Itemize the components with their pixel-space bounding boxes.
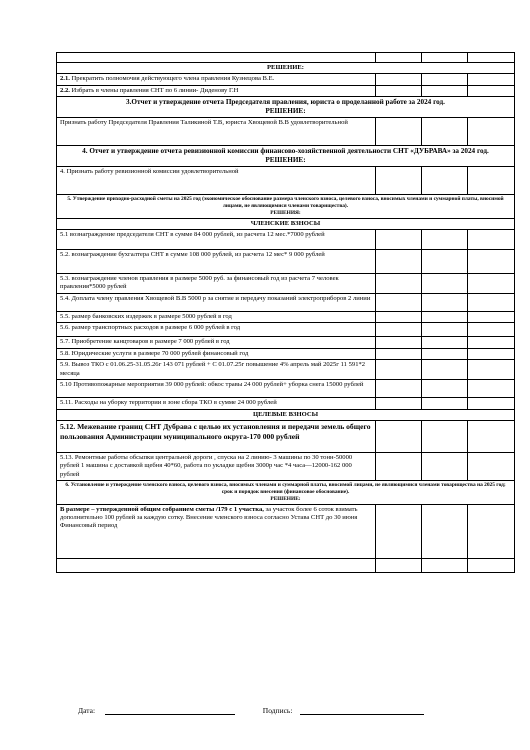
signature-field[interactable] (300, 706, 424, 715)
vote-for-cell[interactable] (376, 274, 422, 294)
vote-for-cell[interactable] (376, 380, 422, 398)
vote-for-cell[interactable] (376, 230, 422, 250)
section-header-row (57, 481, 515, 504)
item-text: Признать работу Председателя Правления Таликиной Т.В, юриста Хвощевой В.В удовлетворительной (60, 119, 348, 127)
ballot-item-text (57, 74, 376, 85)
ballot-item-text (57, 323, 376, 337)
vote-against-cell[interactable] (422, 53, 468, 63)
vote-for-cell[interactable] (376, 294, 422, 312)
vote-for-cell[interactable] (376, 504, 422, 558)
ballot-item-row (57, 380, 515, 398)
ballot-item-row (57, 250, 515, 274)
item-text: 5.9. Вывоз ТКО с 01.06.25-31.05.26г 143 071 рублей + С 01.07.25г повышение 4% апрель май 2025г 11 591*2 месяца (60, 361, 366, 377)
item-text: 5.6. размер транспортных расходов в размере 6 000 рублей в год (60, 324, 241, 332)
ballot-item-text (57, 250, 376, 274)
ballot-item-row (57, 421, 515, 453)
ballot-sheet (56, 52, 514, 573)
section-header-line: ЧЛЕНСКИЕ ВЗНОСЫ (250, 219, 321, 227)
blank-cell (57, 53, 376, 63)
ballot-item-text (57, 453, 376, 481)
blank-row (57, 558, 515, 572)
vote-against-cell[interactable] (422, 312, 468, 323)
vote-abstain-cell[interactable] (468, 294, 515, 312)
vote-against-cell[interactable] (422, 85, 468, 96)
section-header (57, 146, 515, 167)
vote-against-cell[interactable] (422, 504, 468, 558)
item-text: 5.3. вознаграждение членов правления в размере 5000 руб. за финансовый год из расчета 7 человек правления*5000 рублей (60, 275, 339, 291)
blank-row (57, 53, 515, 63)
ballot-item-row (57, 74, 515, 85)
section-header-row (57, 409, 515, 420)
ballot-item-text (57, 504, 376, 558)
vote-abstain-cell[interactable] (468, 53, 515, 63)
vote-against-cell[interactable] (422, 167, 468, 195)
vote-against-cell[interactable] (422, 360, 468, 380)
section-header (57, 218, 515, 229)
item-text: 5.4. Доплата члену правления Хвощевой В.В 5000 р за снятие и передачу показаний электроприборов 2 линии (60, 295, 371, 303)
item-lead: 2.2. (60, 86, 70, 94)
vote-for-cell[interactable] (376, 360, 422, 380)
vote-abstain-cell[interactable] (468, 398, 515, 409)
vote-abstain-cell[interactable] (468, 312, 515, 323)
vote-for-cell[interactable] (376, 118, 422, 146)
ballot-item-row (57, 294, 515, 312)
ballot-item-text (57, 85, 376, 96)
ballot-item-text (57, 118, 376, 146)
ballot-item-row (57, 230, 515, 250)
item-text: Избрать в члены правления СНТ по 6 линии- Диденову Г.Н (69, 86, 239, 94)
item-text: 5.13. Ремонтные работы обсыпки центральной дороги , спуска на 2 линию- 3 машины по 30 тонн-50000 рублей 1 машина с доставкой щебня 40*60, работа по укладке щебня 3000р час *4 часа—12000-162 000 рублей (60, 454, 353, 478)
vote-for-cell[interactable] (376, 53, 422, 63)
ballot-item-row (57, 85, 515, 96)
vote-for-cell[interactable] (376, 323, 422, 337)
vote-abstain-cell[interactable] (468, 250, 515, 274)
vote-against-cell[interactable] (422, 230, 468, 250)
item-lead: В размере – утвержденной общим собранием сметы /179 с 1 участка, (60, 505, 264, 513)
section-header (57, 481, 515, 504)
item-text: 5.10 Противопожарные мероприятия 39 000 рублей: обкос травы 24 000 рублей+ уборка снега 15000 рублей (60, 381, 364, 389)
vote-against-cell[interactable] (422, 348, 468, 359)
section-header-row (57, 195, 515, 218)
section-header-line: РЕШЕНИЕ: (270, 495, 301, 502)
ballot-item-text (57, 398, 376, 409)
ballot-item-row (57, 323, 515, 337)
ballot-item-text (57, 348, 376, 359)
date-field[interactable] (105, 706, 235, 715)
section-header-row (57, 218, 515, 229)
vote-against-cell[interactable] (422, 294, 468, 312)
section-header-line: 4. Отчет и утверждение отчета ревизионной комиссии финансово-хозяйственной деятельности СНТ «ДУБРАВА» за 2024 год. (82, 147, 489, 156)
ballot-item-row (57, 504, 515, 558)
section-header-line: ЦЕЛЕВЫЕ ВЗНОСЫ (252, 410, 319, 418)
vote-against-cell[interactable] (422, 398, 468, 409)
vote-for-cell[interactable] (376, 250, 422, 274)
ballot-item-row (57, 398, 515, 409)
section-header-row (57, 63, 515, 74)
vote-abstain-cell[interactable] (468, 380, 515, 398)
vote-against-cell[interactable] (422, 421, 468, 453)
vote-abstain-cell[interactable] (468, 167, 515, 195)
vote-abstain-cell[interactable] (468, 360, 515, 380)
date-label: Дата: (78, 706, 96, 715)
ballot-item-row (57, 167, 515, 195)
ballot-table (56, 52, 515, 573)
vote-for-cell[interactable] (376, 74, 422, 85)
vote-against-cell[interactable] (422, 453, 468, 481)
section-header-line: 5. Утверждение приходно-расходной сметы на 2025 год (экономическое обоснование размера членского взноса, целевого взноса, вносимых членами и суммарной платы, вносимой лицами, не являющимися членами товарищества). (67, 196, 504, 210)
ballot-item-text (57, 167, 376, 195)
ballot-item-text (57, 380, 376, 398)
vote-abstain-cell[interactable] (468, 74, 515, 85)
ballot-item-text (57, 294, 376, 312)
vote-against-cell[interactable] (422, 274, 468, 294)
item-text: 4. Признать работу ревизионной комиссии удовлетворительной (60, 168, 239, 176)
ballot-item-row (57, 274, 515, 294)
section-header-line: РЕШЕНИЕ: (267, 64, 304, 71)
ballot-item-text (57, 274, 376, 294)
signature-footer (78, 706, 424, 715)
vote-against-cell[interactable] (422, 323, 468, 337)
item-text: 5.1 вознаграждение председателя СНТ в сумме 84 000 рублей, из расчета 12 мес.*7000 рублей (60, 231, 325, 239)
vote-abstain-cell[interactable] (468, 504, 515, 558)
vote-against-cell[interactable] (422, 380, 468, 398)
section-header (57, 63, 515, 74)
section-header-row (57, 97, 515, 118)
vote-abstain-cell[interactable] (468, 453, 515, 481)
item-text: Прекратить полномочия действующего члена правления Кузнецова В.Е. (69, 75, 275, 83)
section-header (57, 409, 515, 420)
vote-abstain-cell[interactable] (468, 323, 515, 337)
vote-for-cell[interactable] (376, 398, 422, 409)
vote-against-cell[interactable] (422, 558, 468, 572)
vote-for-cell[interactable] (376, 453, 422, 481)
ballot-item-row (57, 360, 515, 380)
ballot-item-row (57, 118, 515, 146)
section-header-line: РЕШЕНИЯ: (270, 209, 301, 216)
section-header-row (57, 146, 515, 167)
vote-abstain-cell[interactable] (468, 558, 515, 572)
vote-for-cell[interactable] (376, 85, 422, 96)
vote-for-cell[interactable] (376, 348, 422, 359)
vote-for-cell[interactable] (376, 421, 422, 453)
vote-abstain-cell[interactable] (468, 85, 515, 96)
item-text: 5.7. Приобретение канцтоваров в размере 7 000 рублей в год (60, 338, 230, 346)
ballot-item-row (57, 453, 515, 481)
item-text: 5.11. Расходы на уборку территории в зоне сбора ТКО в сумме 24 000 рублей (60, 399, 277, 407)
section-header (57, 195, 515, 218)
ballot-item-row (57, 337, 515, 348)
item-lead: 2.1. (60, 75, 70, 83)
item-text: 5.2. вознаграждение бухгалтера СНТ в сумме 108 000 рублей, из расчета 12 мес* 9 000 рублей (60, 251, 325, 259)
blank-cell (57, 558, 376, 572)
ballot-item-row (57, 348, 515, 359)
ballot-item-text (57, 337, 376, 348)
item-text: 5.5. размер банковских издержек в размере 5000 рублей в год (60, 313, 232, 321)
section-header-line: 6. Установление и утверждение членского взноса, целевого взноса, вносимых членами и суммарной платы, вносимой лицами, не являющимися членами товарищества на 2025 год; срок и порядок внесения (финансовое обоснование). (65, 482, 506, 496)
ballot-item-text (57, 312, 376, 323)
ballot-item-text (57, 421, 376, 453)
vote-abstain-cell[interactable] (468, 337, 515, 348)
section-header-line: РЕШЕНИЕ: (265, 107, 306, 116)
vote-against-cell[interactable] (422, 337, 468, 348)
vote-for-cell[interactable] (376, 312, 422, 323)
vote-abstain-cell[interactable] (468, 230, 515, 250)
vote-abstain-cell[interactable] (468, 421, 515, 453)
vote-for-cell[interactable] (376, 167, 422, 195)
item-text: за участок более 6 соток взимать дополнительно 100 рублей за каждую сотку. Внесение членского взноса согласно Устава СНТ до 30 июня Финансовый период (60, 505, 358, 530)
section-header-line: РЕШЕНИЕ: (265, 156, 306, 165)
vote-against-cell[interactable] (422, 74, 468, 85)
ballot-item-text (57, 360, 376, 380)
signature-label: Подпись: (262, 706, 293, 715)
vote-against-cell[interactable] (422, 250, 468, 274)
vote-against-cell[interactable] (422, 118, 468, 146)
item-text: 5.12. Межевание границ СНТ Дубрава с целью их установления и передачи земель общего пользования Администрации муниципального округа-170 000 рублей (60, 422, 371, 441)
ballot-item-row (57, 312, 515, 323)
item-text: 5.8. Юридические услуги в размере 70 000 рублей финансовый год (60, 349, 249, 357)
section-header-line: 3.Отчет и утверждение отчета Председателя правления, юриста о проделанной работе за 2024 год. (126, 98, 445, 107)
vote-abstain-cell[interactable] (468, 274, 515, 294)
vote-for-cell[interactable] (376, 337, 422, 348)
vote-abstain-cell[interactable] (468, 118, 515, 146)
vote-for-cell[interactable] (376, 558, 422, 572)
vote-abstain-cell[interactable] (468, 348, 515, 359)
section-header (57, 97, 515, 118)
ballot-item-text (57, 230, 376, 250)
